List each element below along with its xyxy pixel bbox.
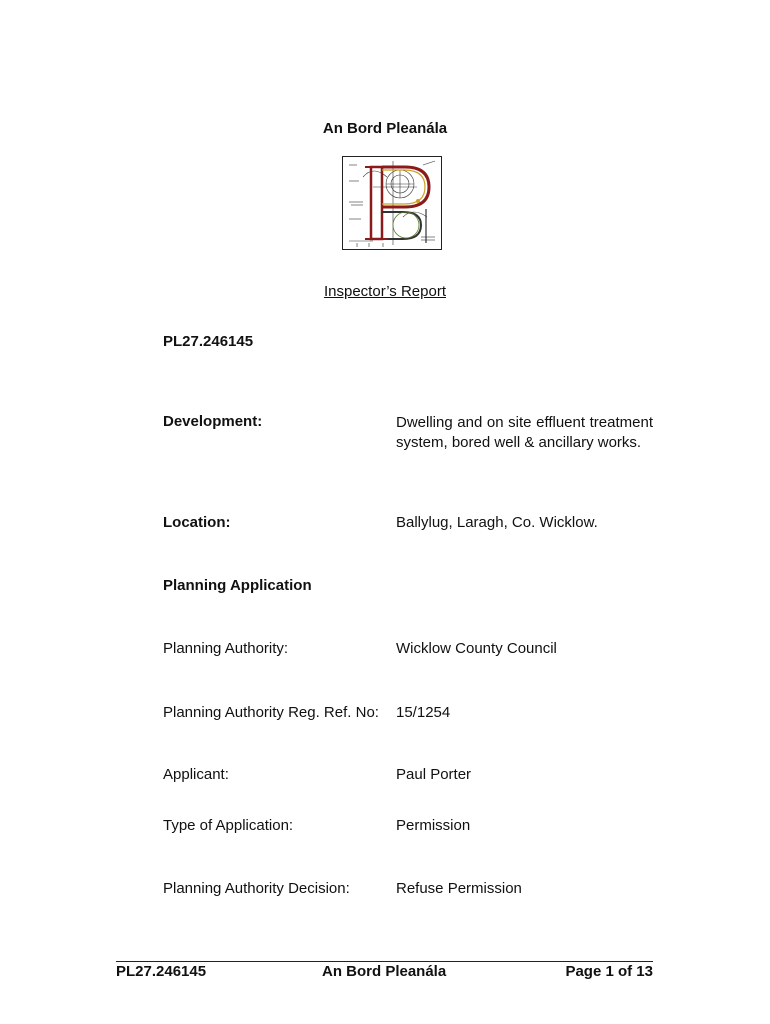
applicant-value: Paul Porter [396,766,472,783]
footer-divider [116,961,653,962]
an-bord-pleanala-logo [342,156,442,250]
footer-page-number: Page 1 of 13 [565,963,653,980]
report-title: Inspector’s Report [323,283,446,300]
planning-authority-label: Planning Authority: [163,640,289,657]
reg-ref-value: 15/1254 [396,704,451,721]
footer-organisation: An Bord Pleanála [322,963,447,980]
footer-reference: PL27.246145 [116,963,207,980]
location-value: Ballylug, Laragh, Co. Wicklow. [396,514,598,531]
organisation-title: An Bord Pleanála [322,120,448,137]
decision-label: Planning Authority Decision: [163,880,350,897]
development-value: Dwelling and on site effluent treatment system, bored well & ancillary works. [396,414,653,451]
application-type-label: Type of Application: [163,817,294,834]
reg-ref-label: Planning Authority Reg. Ref. No: [163,704,379,721]
development-label: Development: [163,413,263,430]
planning-application-heading: Planning Application [163,577,312,594]
applicant-label: Applicant: [163,766,229,783]
case-reference: PL27.246145 [163,333,254,350]
logo-emblem-icon [343,157,441,249]
application-type-value: Permission [396,817,471,834]
decision-value: Refuse Permission [396,880,522,897]
planning-authority-value: Wicklow County Council [396,640,557,657]
location-label: Location: [163,514,231,531]
